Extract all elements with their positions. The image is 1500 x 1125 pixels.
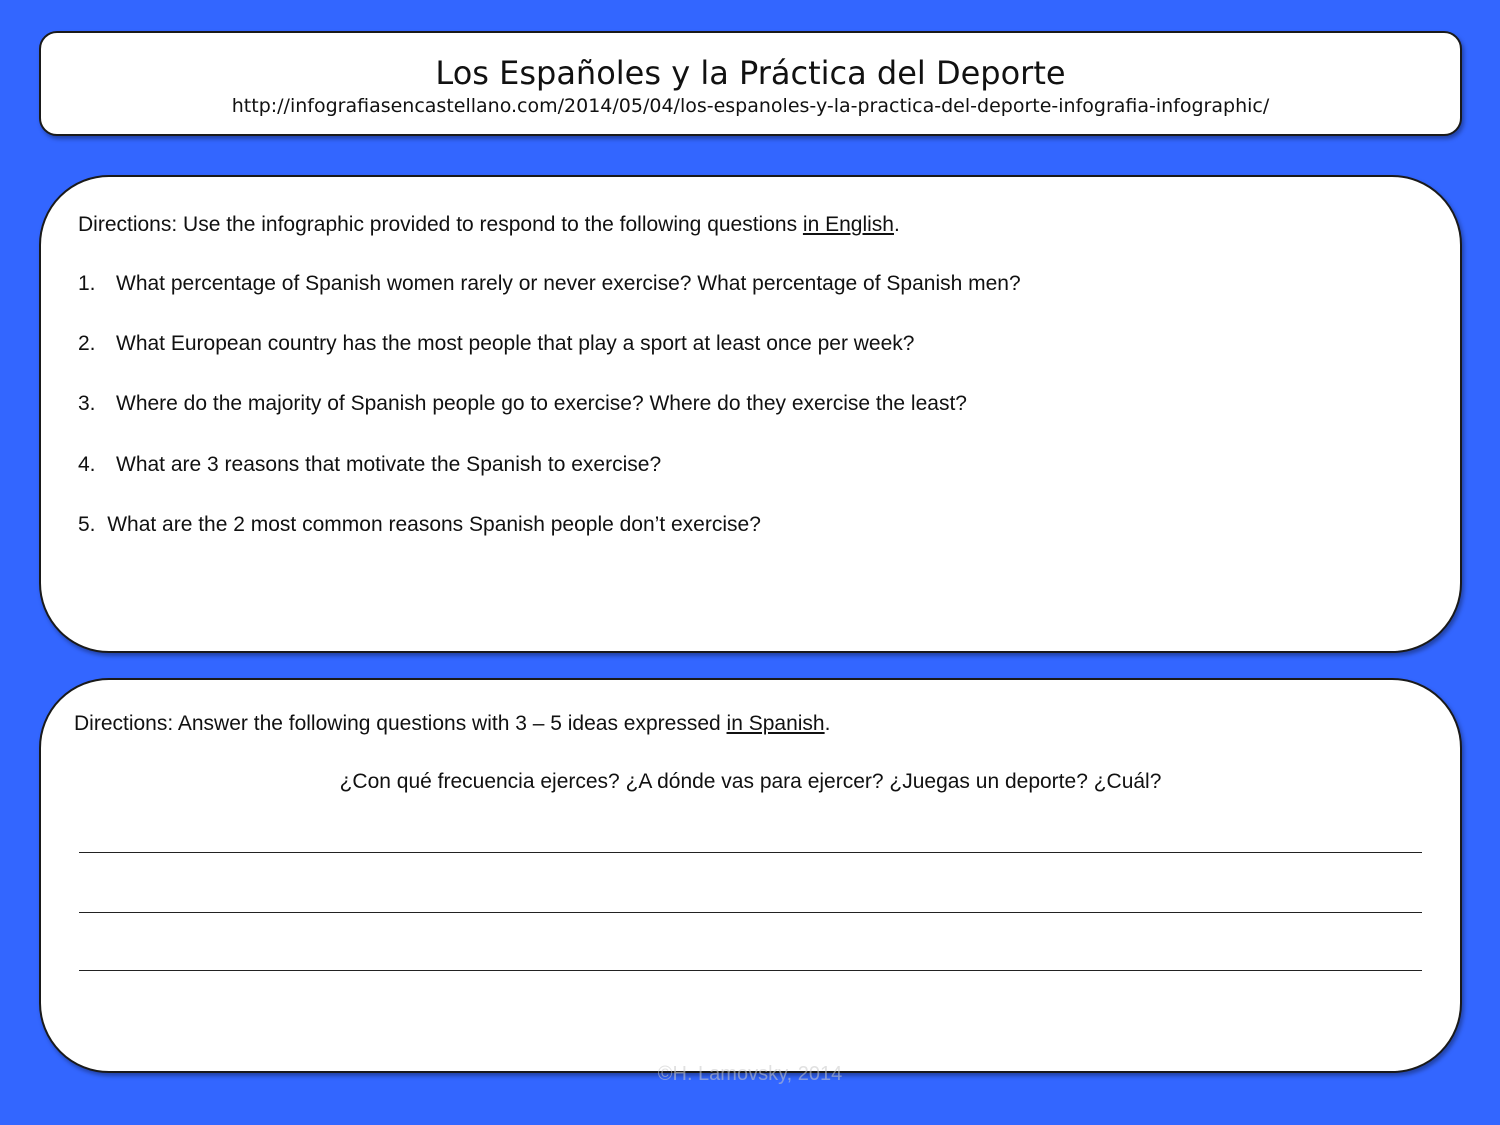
copyright-watermark: ©H. Lamovsky, 2014 — [657, 1063, 843, 1085]
question-text: What are the 2 most common reasons Spanish people don’t exercise? — [107, 513, 761, 536]
question-text: What are 3 reasons that motivate the Spanish to exercise? — [116, 453, 662, 476]
question-text: Where do the majority of Spanish people go to exercise? Where do they exercise the least? — [116, 392, 967, 415]
answer-line[interactable] — [79, 970, 1422, 971]
spanish-directions-emphasis: in Spanish — [726, 712, 825, 735]
english-directions-text: Directions: Use the infographic provided to respond to the following questions — [78, 213, 803, 236]
page-title: Los Españoles y la Práctica del Deporte — [435, 54, 1066, 92]
english-directions — [78, 212, 900, 238]
question-item — [78, 331, 914, 357]
question-number: 2. — [78, 332, 96, 355]
question-item — [78, 452, 661, 478]
answer-line[interactable] — [79, 852, 1422, 853]
english-directions-period: . — [893, 213, 900, 236]
source-url[interactable]: http://infografiasencastellano.com/2014/05/04/los-espanoles-y-la-practica-del-deporte-infografia-infographic/ — [231, 95, 1270, 117]
spanish-directions — [74, 711, 830, 737]
question-item — [78, 512, 761, 538]
question-number: 4. — [78, 453, 96, 476]
question-text: What percentage of Spanish women rarely or never exercise? What percentage of Spanish men? — [116, 272, 1021, 295]
title-box — [39, 31, 1462, 136]
spanish-directions-text: Directions: Answer the following questions with 3 – 5 ideas expressed — [74, 712, 727, 735]
spanish-prompt: ¿Con qué frecuencia ejerces? ¿A dónde vas para ejercer? ¿Juegas un deporte? ¿Cuál? — [339, 770, 1162, 793]
question-text: What European country has the most people that play a sport at least once per week? — [116, 332, 915, 355]
question-item — [78, 391, 967, 417]
spanish-directions-period: . — [824, 712, 831, 735]
spanish-response-box — [39, 678, 1462, 1073]
question-number: 3. — [78, 392, 96, 415]
question-number: 5. — [78, 513, 96, 536]
answer-line[interactable] — [79, 912, 1422, 913]
question-item — [78, 271, 1021, 297]
english-directions-emphasis: in English — [802, 213, 894, 236]
english-questions-box — [39, 175, 1462, 653]
question-number: 1. — [78, 272, 96, 295]
